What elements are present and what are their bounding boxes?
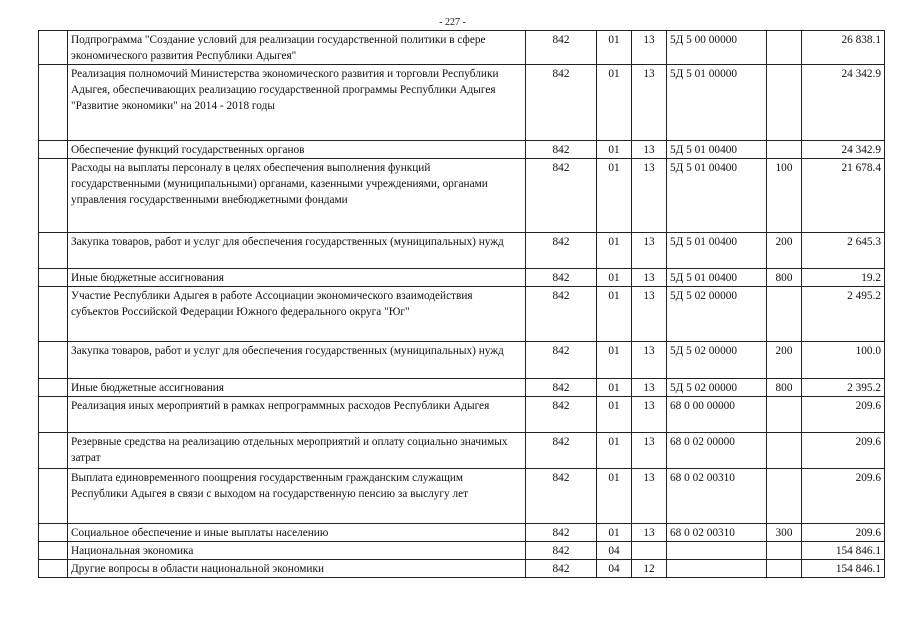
row-expense-type: 300 [767, 524, 802, 542]
row-section: 01 [597, 31, 632, 65]
row-expense-type [767, 141, 802, 159]
row-code: 842 [526, 233, 597, 269]
row-section: 01 [597, 397, 632, 433]
row-name: Национальная экономика [68, 542, 526, 560]
row-name: Подпрограмма "Создание условий для реализации государственной политики в сфере экономического развития Республики Адыгея" [68, 31, 526, 65]
row-article: 5Д 5 00 00000 [667, 31, 767, 65]
row-sum: 26 838.1 [802, 31, 885, 65]
row-blank-cell [39, 31, 68, 65]
row-blank-cell [39, 342, 68, 379]
row-subsection: 13 [632, 31, 667, 65]
row-name: Иные бюджетные ассигнования [68, 269, 526, 287]
row-code: 842 [526, 31, 597, 65]
row-code: 842 [526, 65, 597, 141]
row-name: Иные бюджетные ассигнования [68, 379, 526, 397]
row-code: 842 [526, 397, 597, 433]
row-sum: 19.2 [802, 269, 885, 287]
row-blank-cell [39, 141, 68, 159]
row-expense-type [767, 560, 802, 578]
row-sum: 154 846.1 [802, 542, 885, 560]
row-blank-cell [39, 469, 68, 524]
row-expense-type [767, 433, 802, 469]
row-expense-type: 200 [767, 342, 802, 379]
row-blank-cell [39, 379, 68, 397]
row-article: 68 0 00 00000 [667, 397, 767, 433]
row-code: 842 [526, 433, 597, 469]
row-blank-cell [39, 159, 68, 233]
row-subsection: 13 [632, 287, 667, 342]
row-article: 68 0 02 00310 [667, 524, 767, 542]
row-subsection: 13 [632, 469, 667, 524]
row-blank-cell [39, 65, 68, 141]
row-sum: 2 495.2 [802, 287, 885, 342]
row-name: Реализация иных мероприятий в рамках непрограммных расходов Республики Адыгея [68, 397, 526, 433]
row-name: Реализация полномочий Министерства экономического развития и торговли Республики Адыгея, обеспечивающих реализацию государственной программы Республики Адыгея "Развитие экономики" на 2014 - 2018 годы [68, 65, 526, 141]
row-section: 01 [597, 524, 632, 542]
row-subsection: 13 [632, 159, 667, 233]
row-sum: 2 395.2 [802, 379, 885, 397]
row-expense-type [767, 65, 802, 141]
table-row [39, 542, 885, 560]
row-article: 5Д 5 01 00400 [667, 269, 767, 287]
row-sum: 100.0 [802, 342, 885, 379]
row-section: 01 [597, 159, 632, 233]
row-article: 68 0 02 00310 [667, 469, 767, 524]
row-name: Другие вопросы в области национальной экономики [68, 560, 526, 578]
row-article: 5Д 5 02 00000 [667, 342, 767, 379]
row-expense-type: 800 [767, 379, 802, 397]
row-blank-cell [39, 542, 68, 560]
table-row [39, 433, 885, 469]
table-row [39, 397, 885, 433]
row-section: 01 [597, 433, 632, 469]
row-blank-cell [39, 287, 68, 342]
row-sum: 209.6 [802, 397, 885, 433]
row-code: 842 [526, 524, 597, 542]
table-row [39, 233, 885, 269]
page-number: - 227 - [439, 17, 466, 28]
row-article [667, 542, 767, 560]
row-article: 5Д 5 01 00400 [667, 159, 767, 233]
row-subsection: 13 [632, 269, 667, 287]
row-sum: 21 678.4 [802, 159, 885, 233]
row-code: 842 [526, 560, 597, 578]
row-expense-type: 200 [767, 233, 802, 269]
row-name: Социальное обеспечение и иные выплаты населению [68, 524, 526, 542]
row-expense-type [767, 397, 802, 433]
row-section: 04 [597, 542, 632, 560]
row-blank-cell [39, 524, 68, 542]
row-subsection: 12 [632, 560, 667, 578]
row-code: 842 [526, 342, 597, 379]
row-code: 842 [526, 287, 597, 342]
row-blank-cell [39, 269, 68, 287]
row-code: 842 [526, 159, 597, 233]
row-article: 5Д 5 01 00000 [667, 65, 767, 141]
row-section: 04 [597, 560, 632, 578]
row-article [667, 560, 767, 578]
table-row [39, 159, 885, 233]
row-name: Расходы на выплаты персоналу в целях обеспечения выполнения функций государственными (муниципальными) органами, казенными учреждениями, органами управления государственными внебюджетными фондами [68, 159, 526, 233]
row-name: Участие Республики Адыгея в работе Ассоциации экономического взаимодействия субъектов Российской Федерации Южного федерального округа "Юг" [68, 287, 526, 342]
row-subsection: 13 [632, 379, 667, 397]
table-row [39, 269, 885, 287]
row-subsection: 13 [632, 141, 667, 159]
row-blank-cell [39, 560, 68, 578]
row-sum: 2 645.3 [802, 233, 885, 269]
row-subsection: 13 [632, 342, 667, 379]
row-blank-cell [39, 233, 68, 269]
row-section: 01 [597, 469, 632, 524]
budget-table [38, 30, 885, 578]
row-expense-type [767, 287, 802, 342]
row-section: 01 [597, 287, 632, 342]
row-name: Резервные средства на реализацию отдельных мероприятий и оплату социально значимых затрат [68, 433, 526, 469]
row-subsection: 13 [632, 397, 667, 433]
row-code: 842 [526, 542, 597, 560]
table-row [39, 287, 885, 342]
table-row [39, 560, 885, 578]
row-article: 5Д 5 02 00000 [667, 379, 767, 397]
row-code: 842 [526, 379, 597, 397]
row-subsection: 13 [632, 433, 667, 469]
row-name: Закупка товаров, работ и услуг для обеспечения государственных (муниципальных) нужд [68, 342, 526, 379]
row-blank-cell [39, 433, 68, 469]
row-expense-type [767, 469, 802, 524]
table-row [39, 31, 885, 65]
row-section: 01 [597, 379, 632, 397]
row-name: Выплата единовременного поощрения государственным гражданским служащим Республики Адыгея в связи с выходом на государственную пенсию за выслугу лет [68, 469, 526, 524]
row-code: 842 [526, 269, 597, 287]
row-section: 01 [597, 233, 632, 269]
row-subsection: 13 [632, 524, 667, 542]
row-subsection [632, 542, 667, 560]
table-row [39, 469, 885, 524]
row-expense-type: 800 [767, 269, 802, 287]
table-row [39, 524, 885, 542]
row-article: 5Д 5 02 00000 [667, 287, 767, 342]
row-sum: 154 846.1 [802, 560, 885, 578]
row-expense-type: 100 [767, 159, 802, 233]
row-article: 68 0 02 00000 [667, 433, 767, 469]
row-subsection: 13 [632, 65, 667, 141]
row-section: 01 [597, 269, 632, 287]
row-blank-cell [39, 397, 68, 433]
row-expense-type [767, 542, 802, 560]
row-name: Обеспечение функций государственных органов [68, 141, 526, 159]
row-sum: 209.6 [802, 524, 885, 542]
row-expense-type [767, 31, 802, 65]
row-sum: 24 342.9 [802, 65, 885, 141]
table-row [39, 342, 885, 379]
row-sum: 209.6 [802, 433, 885, 469]
row-article: 5Д 5 01 00400 [667, 233, 767, 269]
row-code: 842 [526, 141, 597, 159]
row-subsection: 13 [632, 233, 667, 269]
row-sum: 24 342.9 [802, 141, 885, 159]
row-section: 01 [597, 342, 632, 379]
table-row [39, 65, 885, 141]
row-name: Закупка товаров, работ и услуг для обеспечения государственных (муниципальных) нужд [68, 233, 526, 269]
table-row [39, 141, 885, 159]
row-section: 01 [597, 141, 632, 159]
row-article: 5Д 5 01 00400 [667, 141, 767, 159]
row-code: 842 [526, 469, 597, 524]
row-sum: 209.6 [802, 469, 885, 524]
table-row [39, 379, 885, 397]
row-section: 01 [597, 65, 632, 141]
